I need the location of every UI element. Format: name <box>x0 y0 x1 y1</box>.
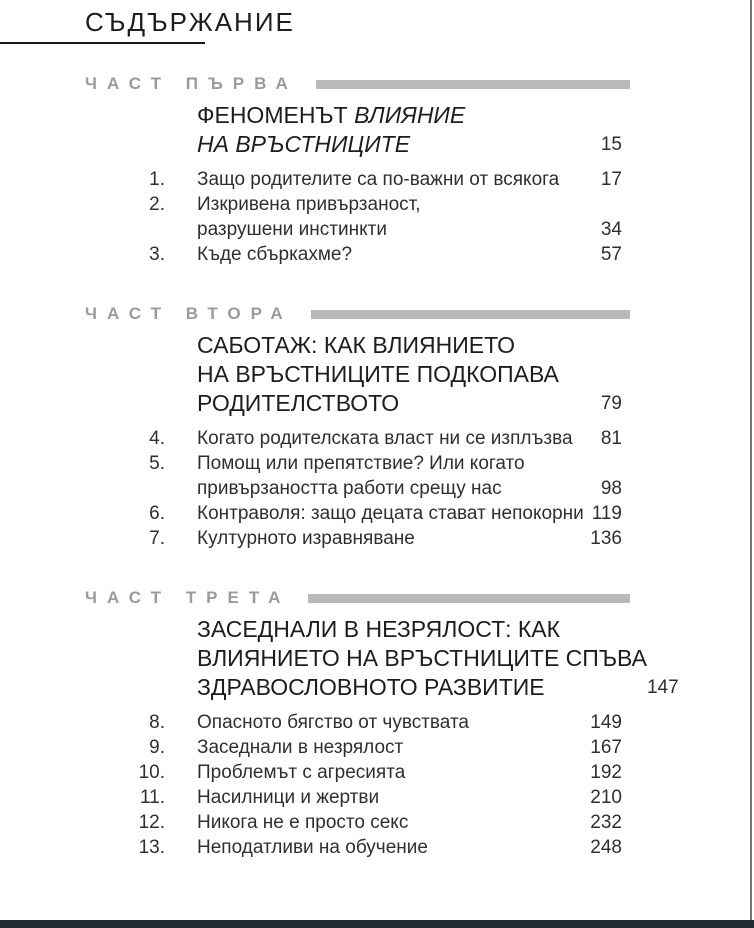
part-title-row <box>85 331 622 418</box>
chapter-title-line: Защо родителите са по-важни от всякога <box>197 169 560 190</box>
toc-entry <box>85 501 622 526</box>
chapter-number: 1. <box>149 169 165 190</box>
chapter-title <box>197 835 590 860</box>
chapter-number: 6. <box>149 503 165 524</box>
part-title <box>197 331 601 418</box>
part-header <box>85 75 622 93</box>
chapter-number: 5. <box>149 453 165 474</box>
chapter-title-line: привързаността работи срещу нас <box>197 478 502 499</box>
chapter-title-line: Културното изравняване <box>197 528 415 549</box>
part-page-number: 79 <box>600 393 622 414</box>
toc-entry <box>85 735 622 760</box>
chapter-list <box>85 710 622 860</box>
part-title <box>197 101 601 159</box>
chapter-number: 7. <box>149 528 165 549</box>
toc-entry <box>85 451 622 501</box>
chapter-page-number: 119 <box>591 503 622 524</box>
chapter-number: 10. <box>138 762 165 783</box>
part-title-row <box>85 615 679 702</box>
chapter-title-line: Заседнали в незрялост <box>197 737 404 758</box>
page-right-border <box>750 0 752 928</box>
chapter-title <box>197 760 590 785</box>
chapter-number: 3. <box>149 244 165 265</box>
toc-entry <box>85 426 622 451</box>
chapter-number: 4. <box>149 428 165 449</box>
chapter-page-number: 167 <box>590 737 622 758</box>
chapter-title <box>197 167 601 192</box>
chapter-page-number: 248 <box>590 837 622 858</box>
chapter-title-line: Никога не е просто секс <box>197 812 409 833</box>
chapter-list <box>85 426 622 551</box>
chapter-title <box>197 242 601 267</box>
part-title <box>197 615 647 702</box>
chapter-page-number: 81 <box>600 428 622 449</box>
chapter-title <box>197 710 590 735</box>
part-label: ЧАСТ ТРЕТА <box>85 588 291 607</box>
chapter-title-line: разрушени инстинкти <box>197 219 387 240</box>
toc-sections <box>85 74 679 860</box>
title-underline-rule <box>0 42 205 44</box>
part-header-bar <box>316 80 630 89</box>
chapter-number: 12. <box>138 812 165 833</box>
toc-part <box>85 305 622 551</box>
toc-entry <box>85 167 622 192</box>
part-page-number: 147 <box>646 677 679 698</box>
part-title-line: ЗДРАВОСЛОВНОТО РАЗВИТИЕ <box>197 674 545 700</box>
chapter-list <box>85 167 622 267</box>
chapter-title <box>197 192 601 242</box>
part-title-line: ФЕНОМЕНЪТ ВЛИЯНИЕ <box>197 102 466 128</box>
chapter-page-number: 98 <box>600 478 622 499</box>
toc-entry <box>85 710 622 735</box>
part-title-line: ВЛИЯНИЕТО НА ВРЪСТНИЦИТЕ СПЪВА <box>197 645 647 671</box>
toc-entry <box>85 810 622 835</box>
toc-entry <box>85 785 622 810</box>
chapter-page-number: 210 <box>590 787 622 808</box>
chapter-page-number: 34 <box>600 219 622 240</box>
toc-part <box>85 588 679 860</box>
part-header <box>85 589 622 607</box>
chapter-title-line: Проблемът с агресията <box>197 762 406 783</box>
toc-entry <box>85 526 622 551</box>
chapter-title-line: Помощ или препятствие? Или когато <box>197 453 525 474</box>
part-header-bar <box>308 594 630 603</box>
chapter-title-line: Изкривена привързаност, <box>197 194 421 215</box>
part-title-line: САБОТАЖ: КАК ВЛИЯНИЕТО <box>197 332 516 358</box>
chapter-number: 13. <box>138 837 165 858</box>
toc-entry <box>85 835 622 860</box>
part-title-line: НА ВРЪСТНИЦИТЕ <box>197 131 411 157</box>
page-title: СЪДЪРЖАНИЕ <box>85 7 295 37</box>
chapter-page-number: 17 <box>600 169 622 190</box>
chapter-page-number: 57 <box>600 244 622 265</box>
toc-entry <box>85 192 622 242</box>
chapter-title-line: Когато родителската власт ни се изплъзва <box>197 428 573 449</box>
chapter-title <box>197 501 592 526</box>
chapter-title <box>197 426 601 451</box>
part-title-row <box>85 101 622 159</box>
part-title-line: ЗАСЕДНАЛИ В НЕЗРЯЛОСТ: КАК <box>197 616 561 642</box>
chapter-title-line: Неподатливи на обучение <box>197 837 428 858</box>
toc-entry <box>85 760 622 785</box>
chapter-page-number: 232 <box>590 812 622 833</box>
part-header-bar <box>311 310 630 319</box>
chapter-number: 8. <box>149 712 165 733</box>
chapter-number: 2. <box>149 194 165 215</box>
chapter-title <box>197 451 601 501</box>
chapter-page-number: 136 <box>590 528 622 549</box>
chapter-number: 9. <box>149 737 165 758</box>
toc-entry <box>85 242 622 267</box>
chapter-page-number: 149 <box>590 712 622 733</box>
chapter-title-line: Опасното бягство от чувствата <box>197 712 470 733</box>
chapter-title-line: Контраволя: защо децата стават непокорни <box>197 503 584 524</box>
part-title-line: РОДИТЕЛСТВОТО <box>197 390 400 416</box>
part-label: ЧАСТ ВТОРА <box>85 304 293 323</box>
part-label: ЧАСТ ПЪРВА <box>85 74 298 93</box>
chapter-title-line: Насилници и жертви <box>197 787 380 808</box>
chapter-title-line: Къде сбъркахме? <box>197 244 353 265</box>
chapter-title <box>197 785 590 810</box>
bottom-dark-bar <box>0 920 754 928</box>
part-header <box>85 305 622 323</box>
part-page-number: 15 <box>600 134 622 155</box>
chapter-title <box>197 735 590 760</box>
chapter-title <box>197 526 590 551</box>
chapter-title <box>197 810 590 835</box>
chapter-number: 11. <box>139 787 165 808</box>
toc-part <box>85 75 622 267</box>
chapter-page-number: 192 <box>590 762 622 783</box>
part-title-line: НА ВРЪСТНИЦИТЕ ПОДКОПАВА <box>197 361 559 387</box>
